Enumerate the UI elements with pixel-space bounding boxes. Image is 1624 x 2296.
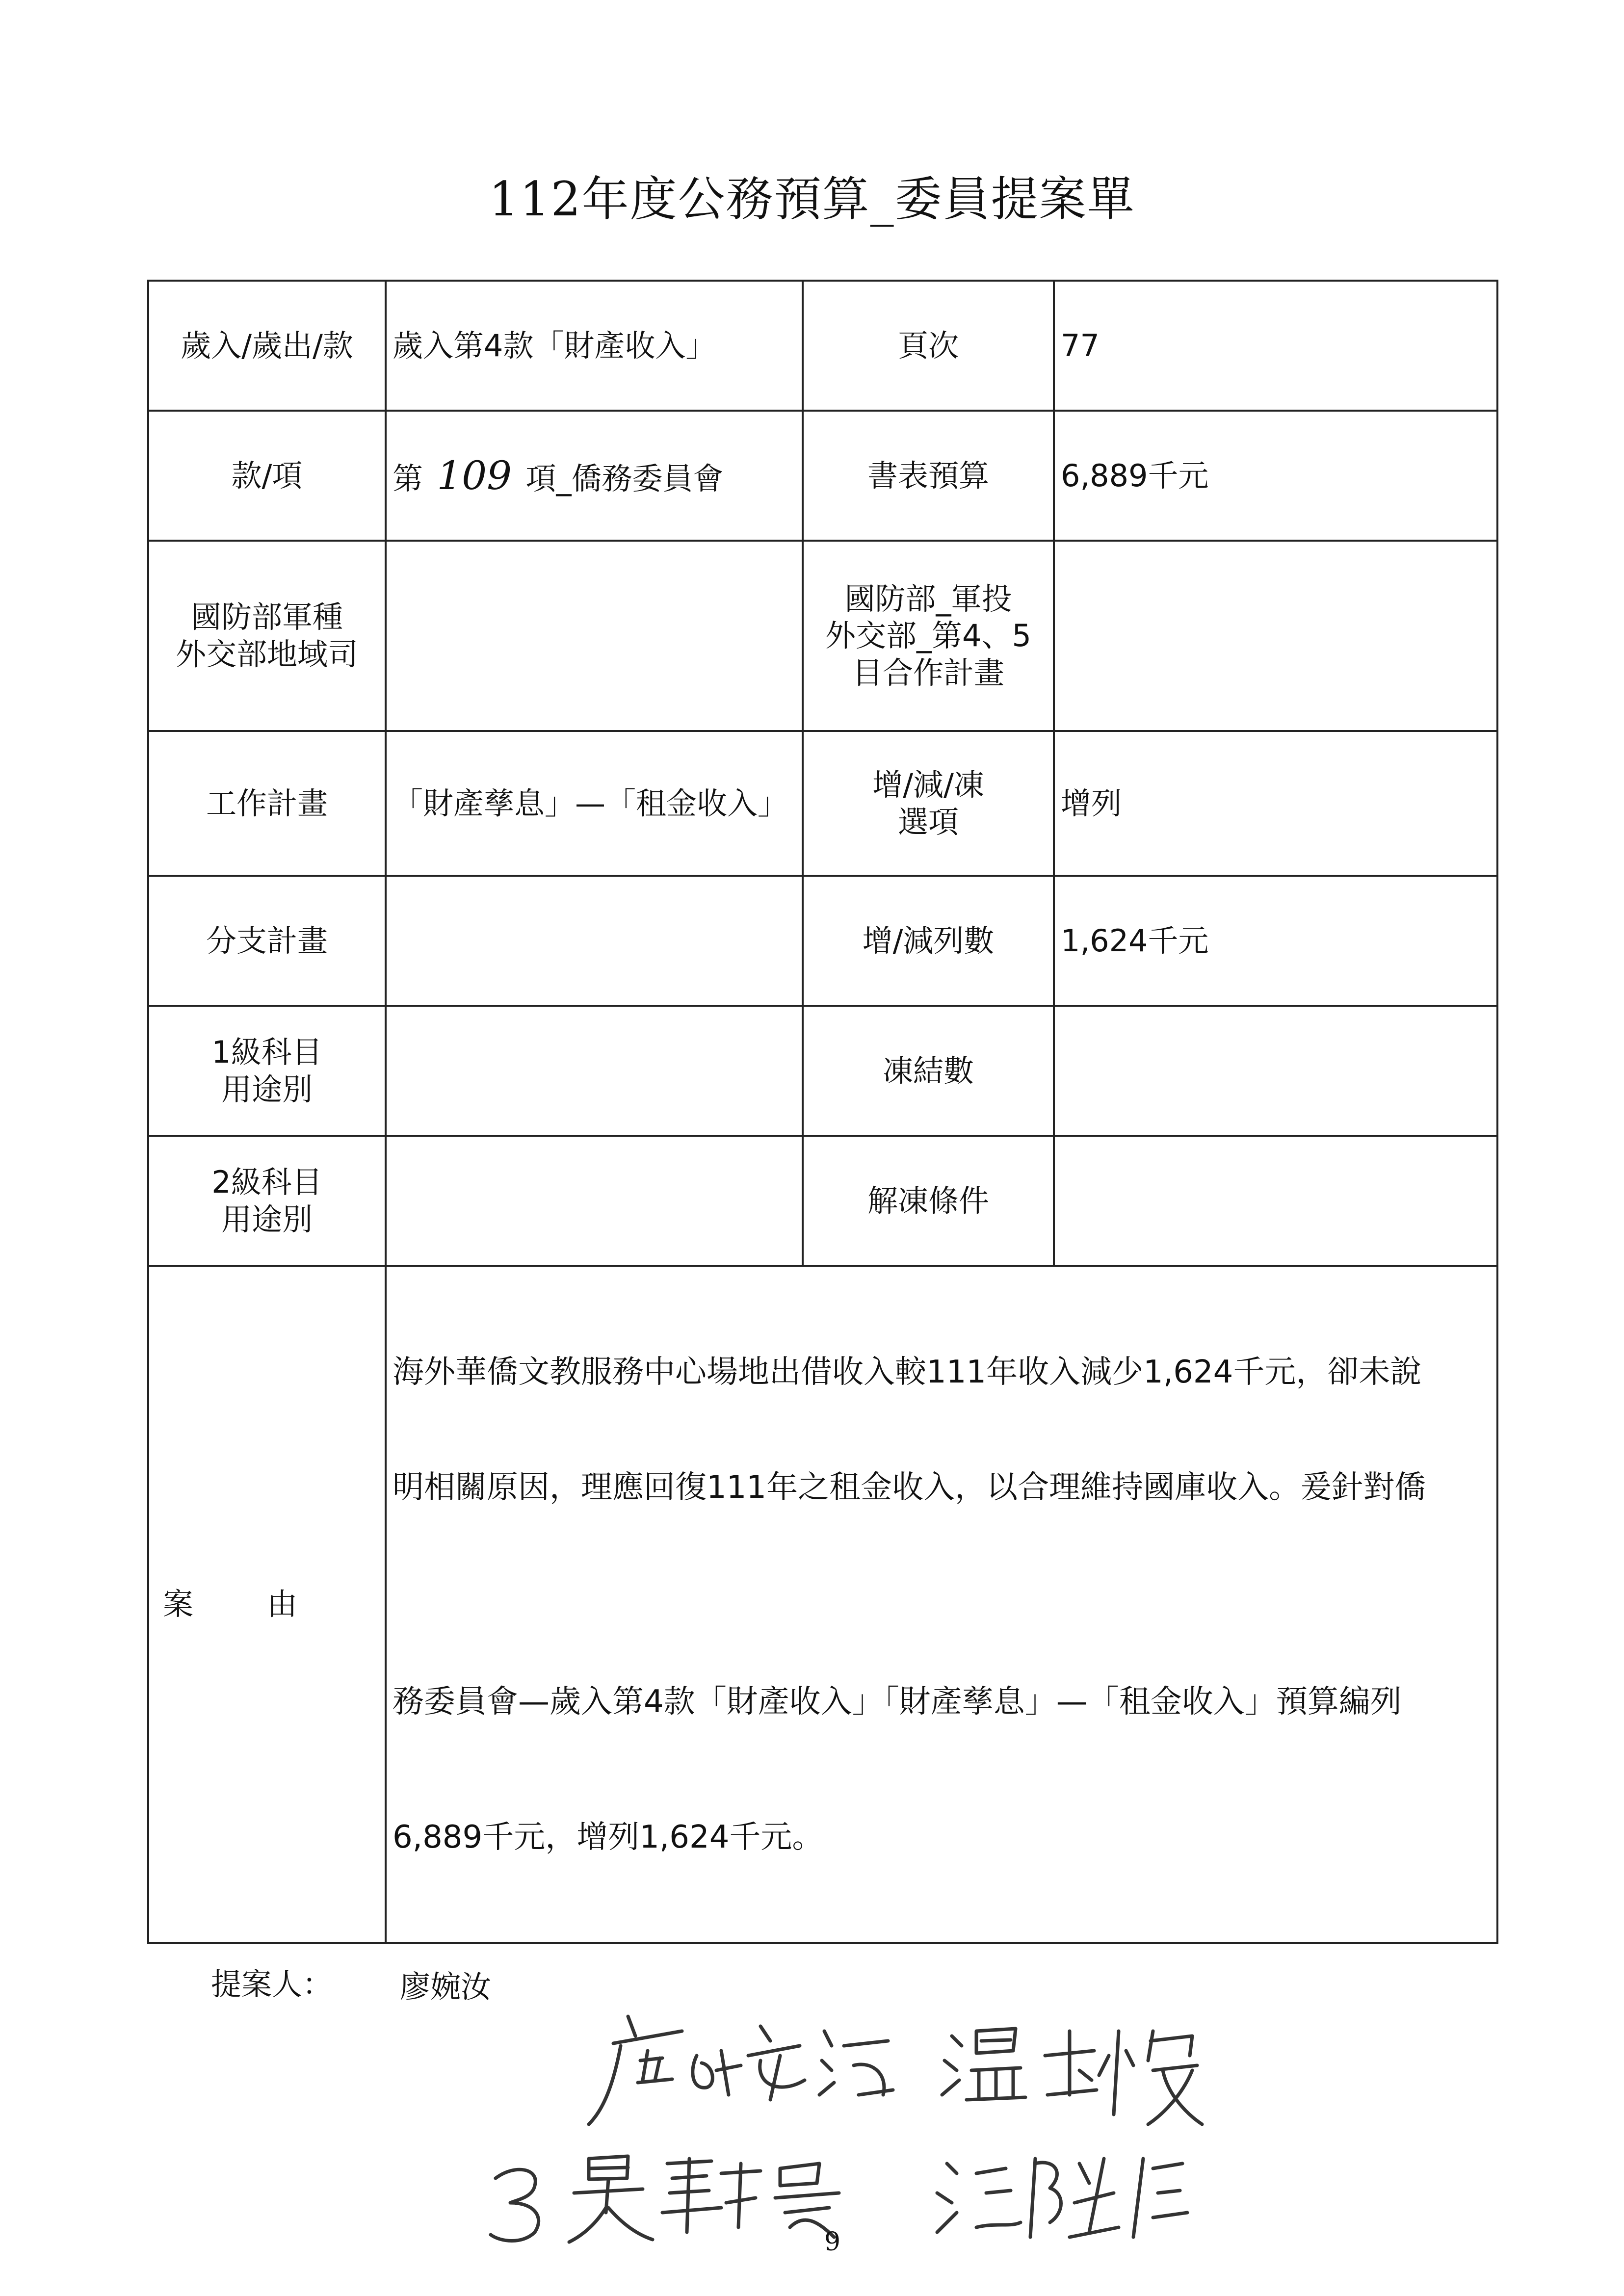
- field-value: 增列: [1054, 731, 1497, 876]
- reason-text-cell: [386, 1266, 1497, 1943]
- field-label: 款/項: [148, 411, 386, 541]
- item-suffix: 項_僑務委員會: [525, 460, 724, 496]
- field-label: 增/減/凍 選項: [803, 731, 1054, 876]
- form-row: [148, 876, 1497, 1006]
- field-value: 6,889千元: [1054, 411, 1497, 541]
- field-label: 2級科目 用途別: [148, 1136, 386, 1266]
- field-value: 歲入第4款「財產收入」: [386, 281, 803, 411]
- field-label: 增/減列數: [803, 876, 1054, 1006]
- signature-stroke-group: [569, 2156, 839, 2242]
- proposal-form-table: [147, 280, 1498, 1944]
- field-value: [1054, 541, 1497, 731]
- proposer-label: 提案人：: [211, 1966, 333, 2002]
- field-label: 1級科目 用途別: [148, 1006, 386, 1136]
- field-label: 歲入/歲出/款: [148, 281, 386, 411]
- reason-line: 6,889千元，增列1,624千元。: [393, 1819, 824, 1855]
- field-value: [386, 1136, 803, 1266]
- field-value: [386, 1006, 803, 1136]
- form-row: [148, 541, 1497, 731]
- handwritten-signatures: [466, 1997, 1349, 2252]
- form-row: [148, 1006, 1497, 1136]
- reason-line: 務委員會—歲入第4款「財產收入」「財產孳息」—「租金收入」預算編列: [393, 1684, 1402, 1721]
- field-label: 頁次: [803, 281, 1054, 411]
- form-row: [148, 281, 1497, 411]
- field-label: 凍結數: [803, 1006, 1054, 1136]
- field-label: 國防部_軍投 外交部_第4、5 目合作計畫: [803, 541, 1054, 731]
- handwritten-number-3: [491, 2169, 539, 2241]
- field-value: 77: [1054, 281, 1497, 411]
- field-label: 工作計畫: [148, 731, 386, 876]
- field-value: [386, 876, 803, 1006]
- field-value: [1054, 1006, 1497, 1136]
- proposer-name: 廖婉汝: [400, 1969, 492, 2005]
- form-row: [148, 1136, 1497, 1266]
- signature-stroke-group: [937, 2159, 1187, 2237]
- field-label: 分支計畫: [148, 876, 386, 1006]
- form-row: [148, 731, 1497, 876]
- field-value: [1054, 1136, 1497, 1266]
- field-label: 解凍條件: [803, 1136, 1054, 1266]
- form-row: [148, 411, 1497, 541]
- reason-line: 海外華僑文教服務中心場地出借收入較111年收入減少1,624千元，卻未說: [393, 1354, 1422, 1390]
- reason-label: 案由: [162, 1586, 371, 1622]
- field-label: 國防部軍種 外交部地域司: [148, 541, 386, 731]
- item-prefix: 第: [393, 460, 423, 496]
- signature-stroke-group: [589, 2016, 893, 2124]
- handwritten-item-number: 109: [437, 452, 512, 498]
- field-value: [386, 541, 803, 731]
- form-row-reason: [148, 1266, 1497, 1943]
- field-value: 1,624千元: [1054, 876, 1497, 1006]
- signature-stroke-group: [942, 2029, 1202, 2124]
- field-label: 書表預算: [803, 411, 1054, 541]
- reason-line: 明相關原因，理應回復111年之租金收入，以合理維持國庫收入。爰針對僑: [393, 1469, 1426, 1506]
- reason-label-cell: [148, 1266, 386, 1943]
- page-title: 112年度公務預算_委員提案單: [489, 172, 1135, 227]
- page-number: 9: [824, 2227, 841, 2257]
- field-value: 「財產孳息」—「租金收入」: [386, 731, 803, 876]
- field-value: [386, 411, 803, 541]
